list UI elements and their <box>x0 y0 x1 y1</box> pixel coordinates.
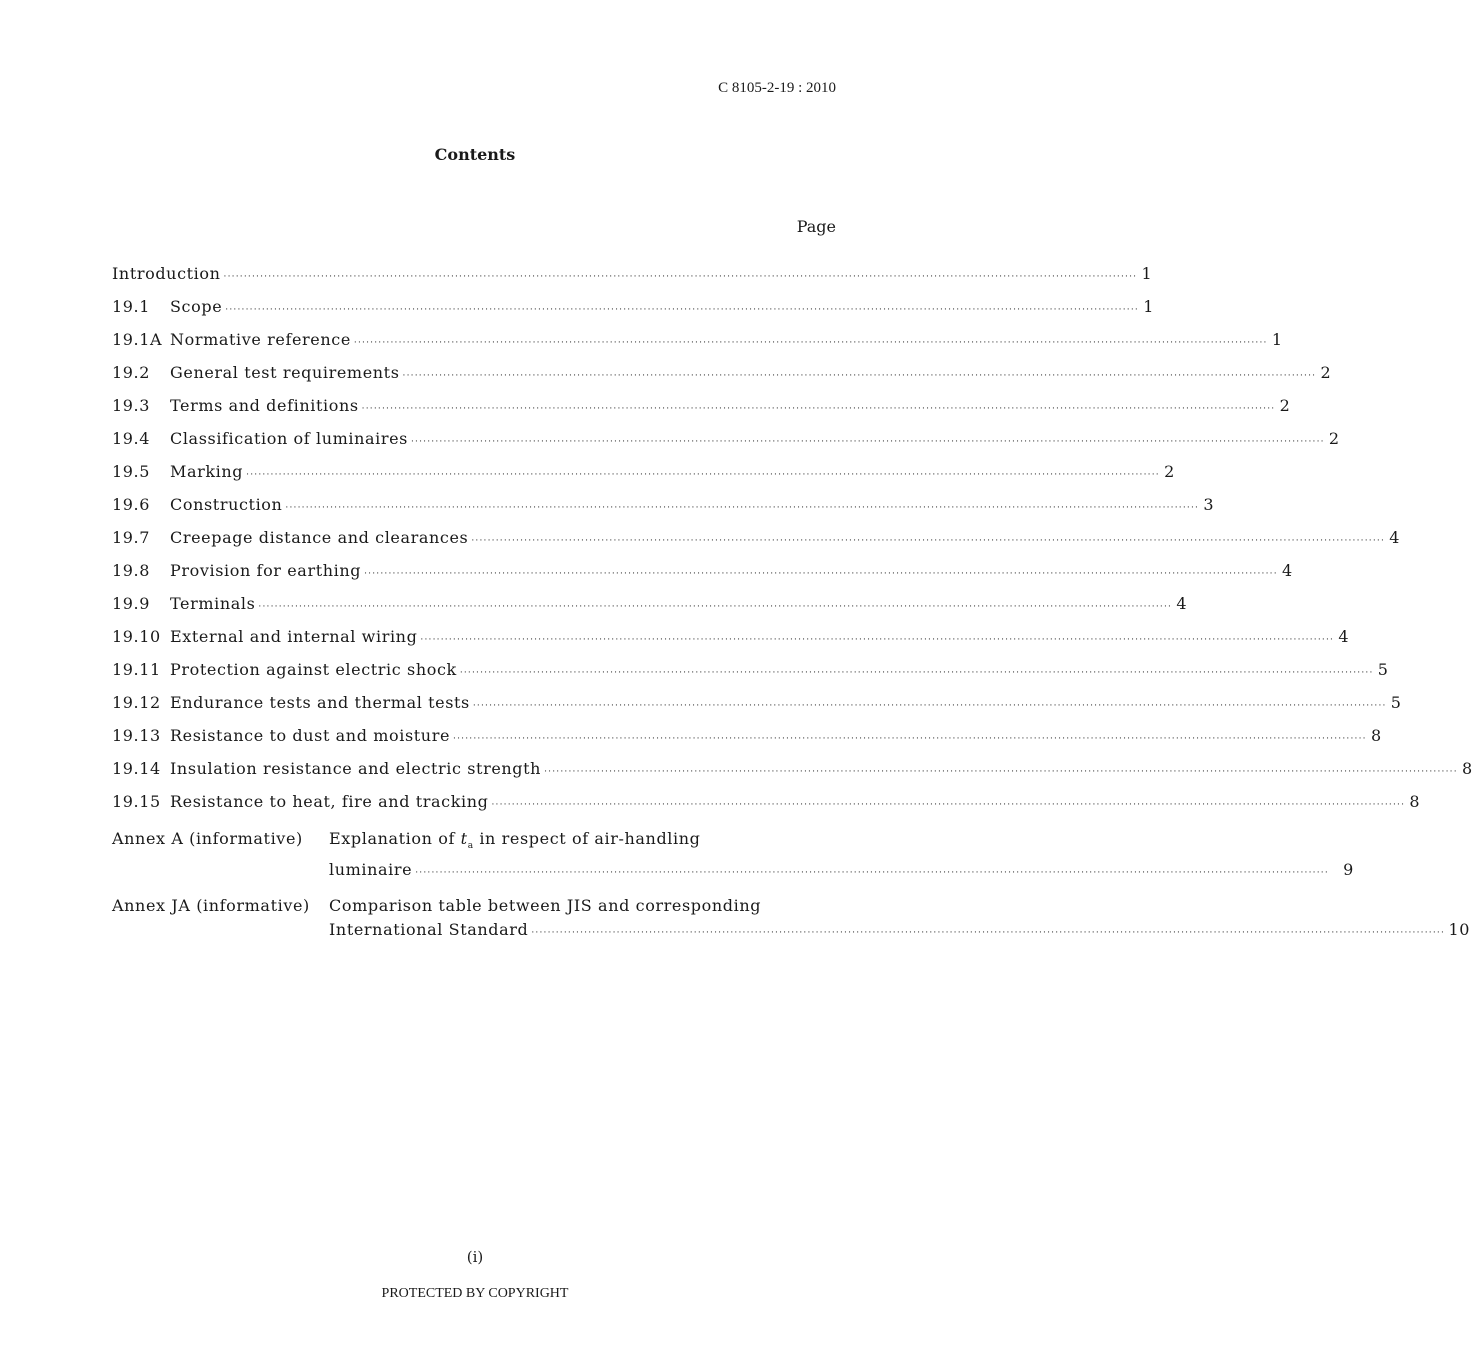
page-number: 4 <box>1282 561 1293 580</box>
page-number: 2 <box>1279 396 1291 415</box>
leader-dots <box>531 921 1445 945</box>
section-title: Introduction <box>112 264 221 283</box>
section-title: Terminals <box>170 594 256 613</box>
toc-entry[interactable] <box>112 429 1340 462</box>
section-title: External and internal wiring <box>170 627 418 646</box>
section-number: 19.6 <box>112 495 151 514</box>
section-title: General test requirements <box>170 363 400 382</box>
page-column-heading: Page <box>796 217 836 236</box>
section-title: Protection against electric shock <box>170 660 457 679</box>
annex-title-line2: luminaire <box>329 860 413 880</box>
toc-annex-ja[interactable] <box>112 894 1471 945</box>
section-number: 19.5 <box>112 462 151 481</box>
toc-annex-a[interactable] <box>112 827 1354 885</box>
toc-entry[interactable] <box>112 462 1175 495</box>
page-number: 8 <box>1409 792 1421 811</box>
toc-entry[interactable] <box>112 561 1293 594</box>
page-number: 8 <box>1462 759 1473 778</box>
toc-entry[interactable] <box>112 264 1153 297</box>
section-title: Creepage distance and clearances <box>170 528 469 547</box>
section-title: Insulation resistance and electric strength <box>170 759 542 778</box>
leader-dots <box>420 635 1334 645</box>
toc-entry[interactable] <box>112 759 1473 792</box>
section-number: 19.15 <box>112 792 161 811</box>
annex-title-line1: Explanation of $t_a$ in respect of air-handling <box>329 829 701 852</box>
section-number: 19.14 <box>112 759 161 778</box>
toc-entry[interactable] <box>112 660 1389 693</box>
leader-dots <box>473 701 1387 711</box>
variable-t: t <box>460 829 468 848</box>
leader-dots <box>491 800 1405 810</box>
toc-entry[interactable] <box>112 363 1332 396</box>
page-number: 1 <box>1271 330 1283 349</box>
annex-title-line2: International Standard <box>329 920 529 940</box>
copyright-notice: PROTECTED BY COPYRIGHT <box>381 1286 569 1301</box>
page-number: 2 <box>1320 363 1332 382</box>
leader-dots <box>403 371 1317 381</box>
toc-entry[interactable] <box>112 627 1350 660</box>
footer-page-number: (i) <box>466 1248 484 1266</box>
document-code: C 8105-2-19 : 2010 <box>718 80 836 96</box>
page-number: 4 <box>1338 627 1350 646</box>
variable-subscript: a <box>467 841 474 852</box>
section-number: 19.1 <box>112 297 151 316</box>
section-title: Scope <box>170 297 223 316</box>
toc-entry[interactable] <box>112 726 1382 759</box>
page-number: 5 <box>1390 693 1402 712</box>
annex-label: Annex JA (informative) <box>112 896 310 916</box>
section-title: Resistance to heat, fire and tracking <box>170 792 489 811</box>
page-number: 1 <box>1143 297 1154 316</box>
page-number: 2 <box>1164 462 1175 481</box>
page-number: 2 <box>1328 429 1340 448</box>
page-number: 8 <box>1370 726 1382 745</box>
section-number: 19.11 <box>112 660 161 679</box>
toc-entry[interactable] <box>112 693 1402 726</box>
section-number: 19.1A <box>112 330 163 349</box>
page-number: 4 <box>1389 528 1401 547</box>
annex-label: Annex A (informative) <box>112 829 303 848</box>
section-number: 19.12 <box>112 693 161 712</box>
leader-dots <box>411 437 1325 447</box>
page-number: 10 <box>1448 920 1471 940</box>
leader-dots <box>354 338 1268 348</box>
section-title: Construction <box>170 495 283 514</box>
leader-dots <box>415 861 1329 885</box>
leader-dots <box>544 767 1458 777</box>
leader-dots <box>285 503 1199 513</box>
section-title: Resistance to dust and moisture <box>170 726 451 745</box>
section-title: Normative reference <box>170 330 351 349</box>
leader-dots <box>364 569 1278 579</box>
leader-dots <box>471 536 1385 546</box>
annex-title-line1: Comparison table between JIS and corresponding <box>329 896 762 916</box>
leader-dots <box>246 470 1160 480</box>
section-title: Provision for earthing <box>170 561 362 580</box>
page-number: 1 <box>1141 264 1153 283</box>
section-title: Marking <box>170 462 244 481</box>
section-number: 19.9 <box>112 594 151 613</box>
page-number: 9 <box>1343 860 1354 880</box>
toc-entry[interactable] <box>112 297 1154 330</box>
section-title: Endurance tests and thermal tests <box>170 693 470 712</box>
leader-dots <box>453 734 1367 744</box>
section-title: Classification of luminaires <box>170 429 408 448</box>
page-title: Contents <box>434 145 516 164</box>
toc-entry[interactable] <box>112 792 1421 825</box>
leader-dots <box>224 272 1138 282</box>
section-number: 19.10 <box>112 627 161 646</box>
table-of-contents <box>112 264 1473 954</box>
section-number: 19.8 <box>112 561 151 580</box>
leader-dots <box>225 305 1139 315</box>
leader-dots <box>460 668 1374 678</box>
section-number: 19.13 <box>112 726 161 745</box>
page-number: 5 <box>1377 660 1389 679</box>
section-number: 19.7 <box>112 528 151 547</box>
leader-dots <box>258 602 1172 612</box>
toc-entry[interactable] <box>112 330 1283 363</box>
toc-entry[interactable] <box>112 528 1401 561</box>
section-title: Terms and definitions <box>170 396 359 415</box>
toc-entry[interactable] <box>112 396 1291 429</box>
section-number: 19.4 <box>112 429 151 448</box>
page-number: 4 <box>1176 594 1188 613</box>
section-number: 19.2 <box>112 363 151 382</box>
page-number: 3 <box>1203 495 1215 514</box>
toc-entry[interactable] <box>112 594 1188 627</box>
toc-entry[interactable] <box>112 495 1215 528</box>
leader-dots <box>362 404 1276 414</box>
section-number: 19.3 <box>112 396 151 415</box>
